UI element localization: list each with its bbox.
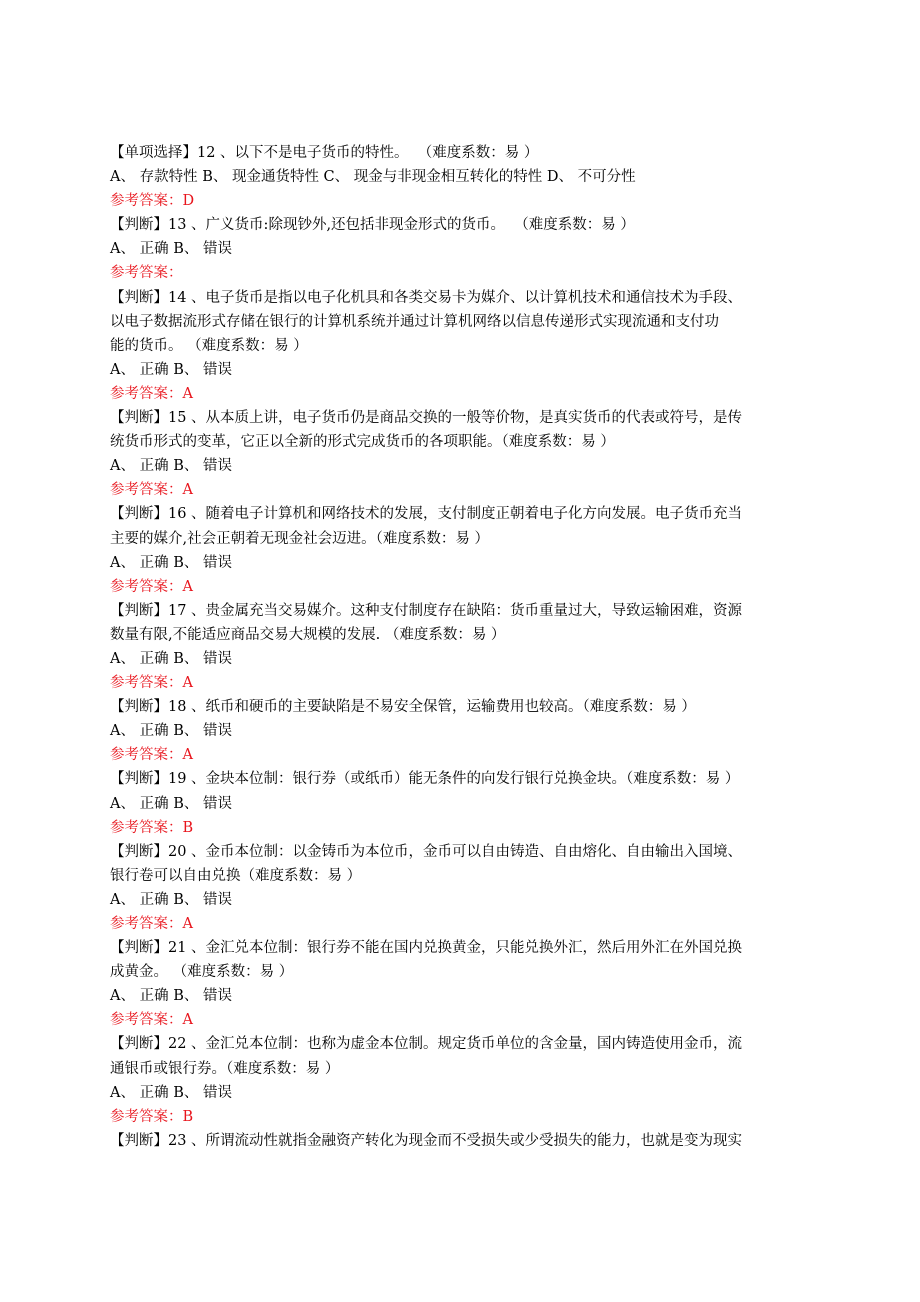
reference-answer: 参考答案：A <box>110 916 193 932</box>
question-text: 以电子数据流形式存储在银行的计算机系统并通过计算机网络以信息传递形式实现流通和支付功 <box>110 313 719 330</box>
reference-answer: 参考答案：D <box>110 193 195 210</box>
question-block-22 <box>110 1032 810 1128</box>
reference-answer: 参考答案： <box>110 265 183 282</box>
reference-answer: 参考答案：A <box>110 747 193 764</box>
question-text: 主要的媒介,社会正朝着无现金社会迈进。（难度系数：易 ） <box>110 530 489 547</box>
question-text: 【判断】23 、所谓流动性就指金融资产转化为现金而不受损失或少受损失的能力，也就是变为现实 <box>110 1132 743 1149</box>
answer-options: A、 存款特性 B、 现金通货特性 C、 现金与非现金相互转化的特性 D、 不可分性 <box>110 169 636 186</box>
question-block-16 <box>110 502 810 598</box>
question-block-14 <box>110 286 810 406</box>
answer-options: A、 正确 B、 错误 <box>110 795 232 812</box>
answer-options: A、 正确 B、 错误 <box>110 891 232 908</box>
question-text: 成黄金。 （难度系数：易 ） <box>110 964 294 981</box>
answer-options: A、 正确 B、 错误 <box>110 1084 232 1101</box>
question-block-18 <box>110 695 810 767</box>
answer-options: A、 正确 B、 错误 <box>110 361 232 378</box>
reference-answer: 参考答案：A <box>110 385 193 402</box>
reference-answer: 参考答案：A <box>110 675 193 692</box>
question-block-12 <box>110 141 810 213</box>
answer-options: A、 正确 B、 错误 <box>110 988 232 1005</box>
question-block-20 <box>110 840 810 936</box>
question-text: 【单项选择】12 、以下不是电子货币的特性。 （难度系数：易 ） <box>110 145 539 161</box>
reference-answer: 参考答案：B <box>110 1108 194 1125</box>
reference-answer: 参考答案：A <box>110 482 193 499</box>
answer-options: A、 正确 B、 错误 <box>110 650 232 667</box>
question-text: 银行卷可以自由兑换（难度系数：易 ） <box>110 867 362 884</box>
question-text: 【判断】20 、金币本位制：以金铸币为本位币，金币可以自由铸造、自由熔化、自由输出入国境、 <box>110 843 743 860</box>
question-block-15 <box>110 406 810 502</box>
question-block-23 <box>110 1129 810 1153</box>
question-text: 统货币形式的变革，它正以全新的形式完成货币的各项职能。（难度系数：易 ） <box>110 434 615 451</box>
question-text: 【判断】16 、随着电子计算机和网络技术的发展，支付制度正朝着电子化方向发展。电子货币充当 <box>110 506 743 523</box>
reference-answer: 参考答案：A <box>110 578 193 595</box>
question-text: 【判断】13 、广义货币:除现钞外,还包括非现金形式的货币。 （难度系数：易 ） <box>110 217 635 234</box>
answer-options: A、 正确 B、 错误 <box>110 458 232 475</box>
answer-options: A、 正确 B、 错误 <box>110 241 232 258</box>
question-text: 【判断】15 、从本质上讲，电子货币仍是商品交换的一般等价物，是真实货币的代表或符号，是传 <box>110 410 743 427</box>
reference-answer: 参考答案：A <box>110 1012 193 1029</box>
question-text: 数量有限,不能适应商品交易大规模的发展. （难度系数：易 ） <box>110 626 506 643</box>
answer-options: A、 正确 B、 错误 <box>110 554 232 571</box>
question-text: 【判断】21 、金汇兑本位制：银行券不能在国内兑换黄金，只能兑换外汇，然后用外汇在外国兑换 <box>110 940 743 957</box>
question-text: 【判断】14 、电子货币是指以电子化机具和各类交易卡为媒介、以计算机技术和通信技术为手段、 <box>110 289 743 306</box>
question-text: 通银币或银行券。（难度系数：易 ） <box>110 1060 340 1077</box>
question-block-17 <box>110 599 810 695</box>
reference-answer: 参考答案：B <box>110 819 194 836</box>
question-block-21 <box>110 936 810 1032</box>
question-block-19 <box>110 767 810 839</box>
question-block-13 <box>110 213 810 285</box>
answer-options: A、 正确 B、 错误 <box>110 723 232 740</box>
question-text: 能的货币。 （难度系数：易 ） <box>110 337 308 354</box>
question-text: 【判断】18 、纸币和硬币的主要缺陷是不易安全保管，运输费用也较高。（难度系数：易 ） <box>110 699 696 716</box>
document-page <box>110 141 810 1153</box>
question-text: 【判断】19 、金块本位制：银行券（或纸币）能无条件的向发行银行兑换金块。（难度系数：易 ） <box>110 771 740 788</box>
question-text: 【判断】22 、金汇兑本位制：也称为虚金本位制。规定货币单位的含金量，国内铸造使用金币，流 <box>110 1036 743 1053</box>
question-text: 【判断】17 、贵金属充当交易媒介。这种支付制度存在缺陷：货币重量过大，导致运输困难，资源 <box>110 602 743 619</box>
